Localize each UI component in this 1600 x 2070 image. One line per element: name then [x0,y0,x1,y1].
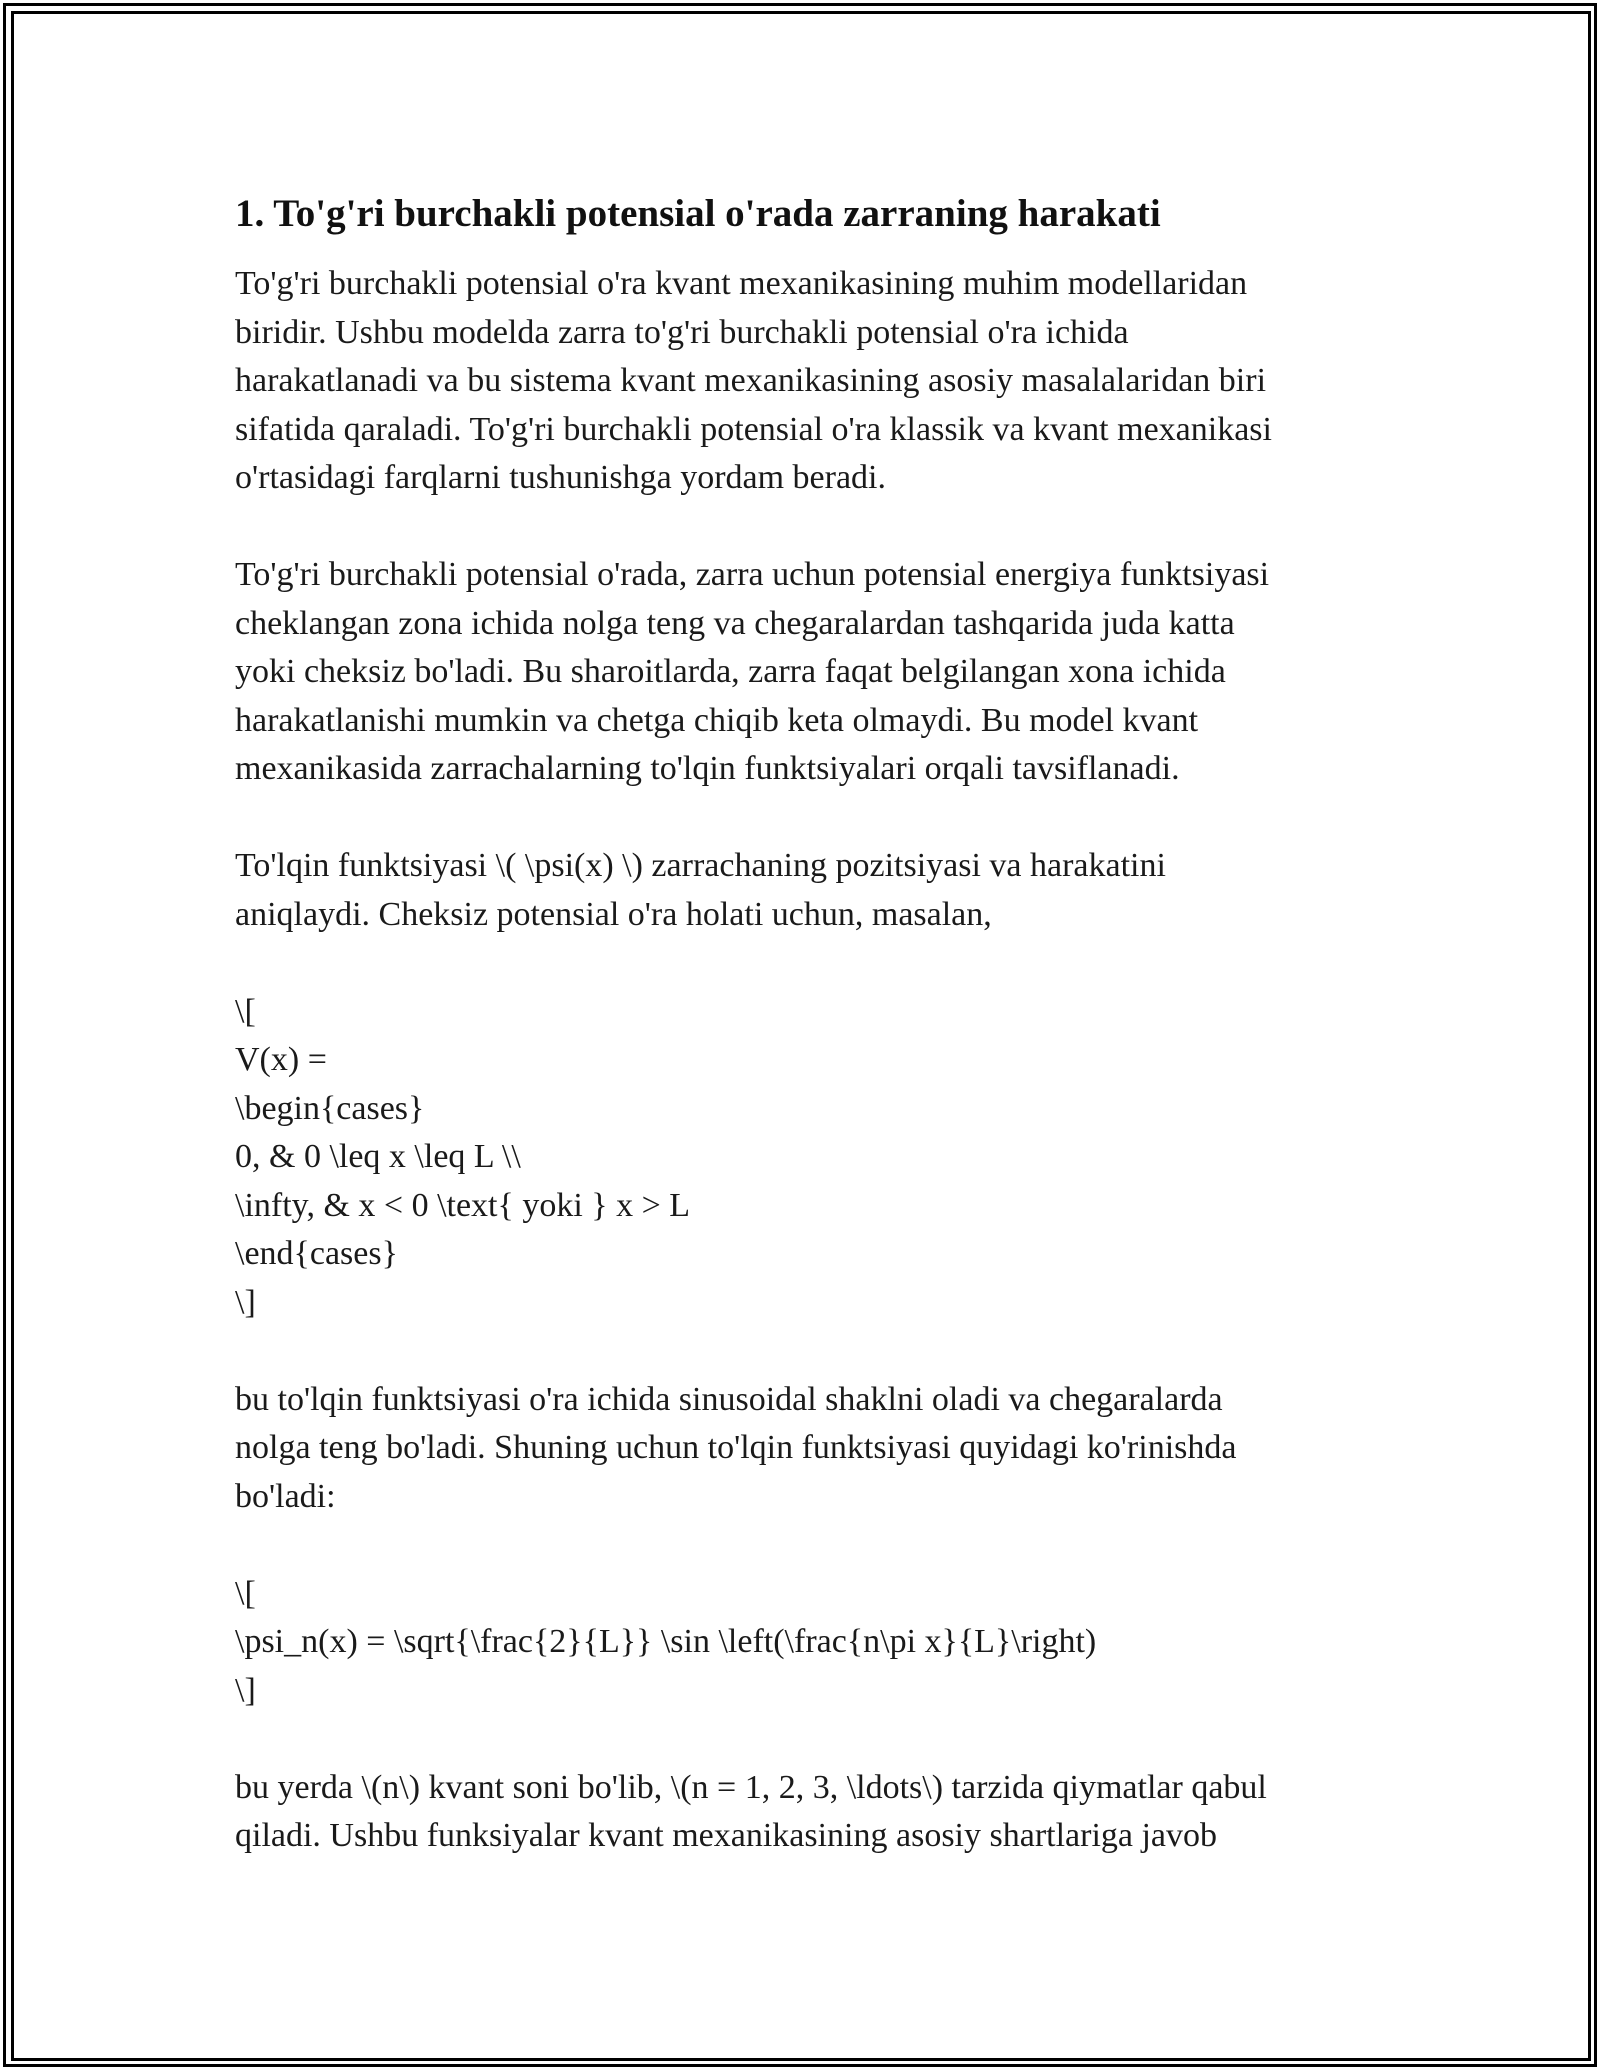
paragraph-gap [235,794,1385,843]
paragraph [235,988,1385,1328]
text-line: bu to'lqin funktsiyasi o'ra ichida sinusoidal shaklni oladi va chegaralarda [235,1380,1223,1418]
text-blocks [235,260,1385,1861]
text-line: aniqlaydi. Cheksiz potensial o'ra holati uchun, masalan, [235,895,992,933]
text-line: 0, & 0 \leq x \leq L \\ [235,1138,521,1175]
paragraph [235,1376,1385,1522]
text-line: To'lqin funktsiyasi \( \psi(x) \) zarrachaning pozitsiyasi va harakatini [235,847,1166,884]
text-line: \infty, & x < 0 \text{ yoki } x > L [235,1186,691,1224]
document-body [235,186,1385,1861]
text-line: o'rtasidagi farqlarni tushunishga yordam beradi. [235,459,886,496]
text-line: To'g'ri burchakli potensial o'rada, zarra uchun potensial energiya funktsiyasi [235,556,1270,593]
text-line: mexanikasida zarrachalarning to'lqin funktsiyalari orqali tavsiflanadi. [235,750,1180,787]
text-line: bo'ladi: [235,1477,336,1515]
text-line: \] [235,1283,256,1321]
paragraph [235,551,1385,794]
paragraph-gap [235,1715,1385,1764]
paragraph [235,260,1385,503]
paragraph-gap [235,503,1385,552]
section-heading: 1. To'g'ri burchakli potensial o'rada zarraning harakati [235,192,1161,235]
paragraph [235,842,1385,939]
paragraph [235,1764,1385,1861]
text-line: \begin{cases} [235,1089,425,1127]
text-line: harakatlanadi va bu sistema kvant mexanikasining asosiy masalalaridan biri [235,362,1267,399]
paragraph-gap [235,1521,1385,1570]
text-line: qiladi. Ushbu funksiyalar kvant mexanikasining asosiy shartlariga javob [235,1817,1218,1854]
paragraph-gap [235,1327,1385,1376]
text-line: yoki cheksiz bo'ladi. Bu sharoitlarda, zarra faqat belgilangan xona ichida [235,653,1226,690]
text-line: \[ [235,1574,256,1612]
paragraph-gap [235,939,1385,988]
text-line: nolga teng bo'ladi. Shuning uchun to'lqin funktsiyasi quyidagi ko'rinishda [235,1429,1237,1466]
text-line: V(x) = [235,1041,327,1078]
text-line: \[ [235,992,256,1030]
text-line: \psi_n(x) = \sqrt{\frac{2}{L}} \sin \left(\frac{n\pi x}{L}\right) [235,1623,1097,1660]
text-line: \end{cases} [235,1235,398,1272]
text-line: biridir. Ushbu modelda zarra to'g'ri burchakli potensial o'ra ichida [235,313,1129,351]
text-line: bu yerda \(n\) kvant soni bo'lib, \(n = 1, 2, 3, \ldots\) tarzida qiymatlar qabul [235,1768,1267,1806]
text-line: harakatlanishi mumkin va chetga chiqib keta olmaydi. Bu model kvant [235,701,1199,739]
text-line: \] [235,1671,256,1709]
paragraph [235,1570,1385,1716]
text-line: cheklangan zona ichida nolga teng va chegaralardan tashqarida juda katta [235,604,1235,642]
text-line: sifatida qaraladi. To'g'ri burchakli potensial o'ra klassik va kvant mexanikasi [235,410,1272,448]
text-line: To'g'ri burchakli potensial o'ra kvant mexanikasining muhim modellaridan [235,265,1248,302]
